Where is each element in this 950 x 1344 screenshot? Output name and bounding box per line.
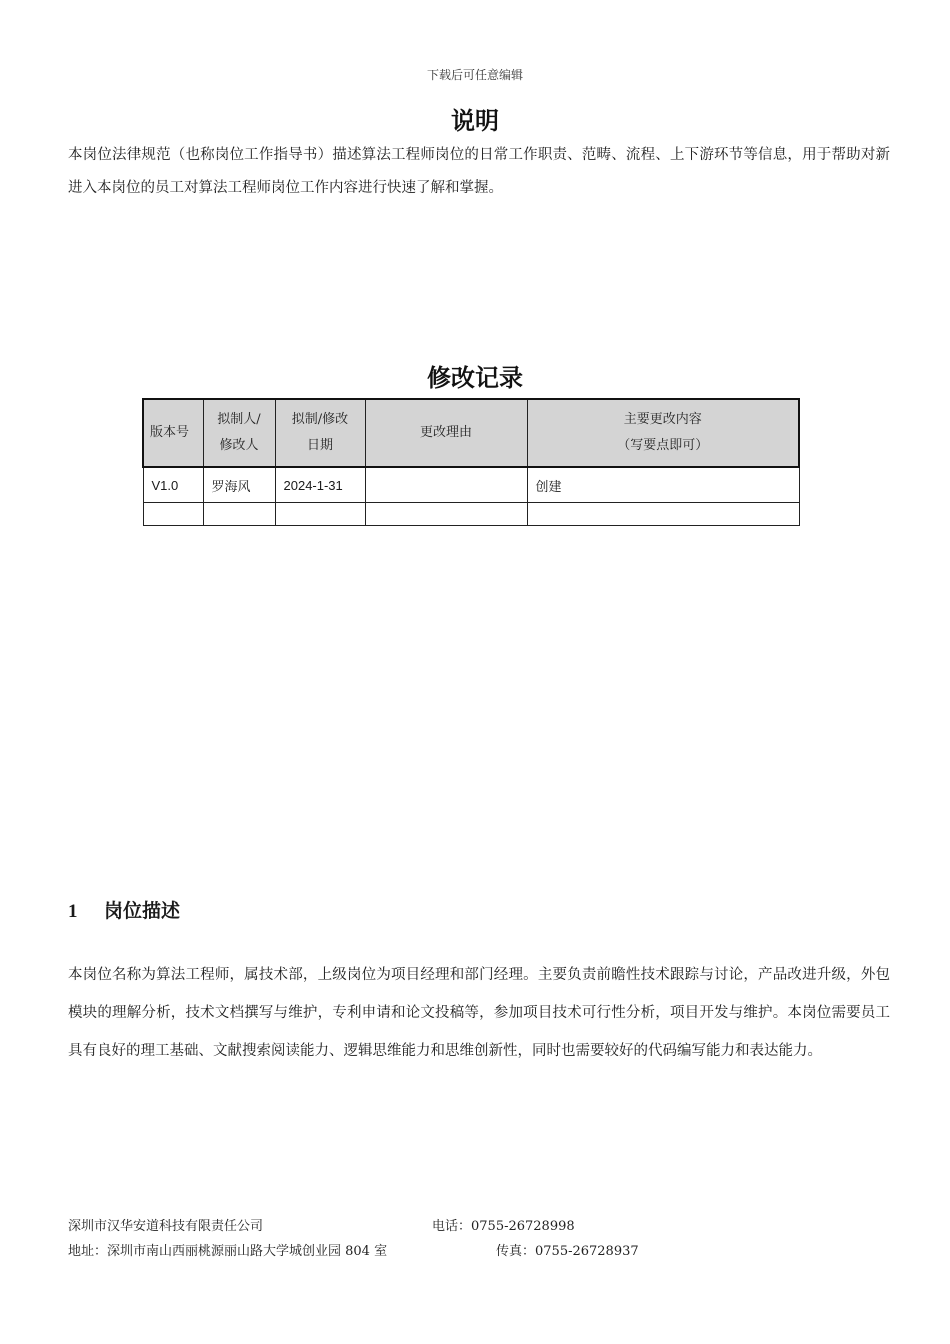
cell-date: 2024-1-31 [275,467,365,503]
table-row [143,467,799,503]
section-heading [68,896,180,923]
header-date [275,399,365,467]
section-number: 1 [68,901,78,922]
cell-author [203,503,275,526]
header-author-line2: 修改人 [219,438,259,453]
intro-paragraph: 本岗位法律规范（也称岗位工作指导书）描述算法工程师岗位的日常工作职责、范畴、流程、上下游环节等信息，用于帮助对新进入本岗位的员工对算法工程师岗位工作内容进行快速了解和掌握。 [68,147,890,196]
footer-company: 深圳市汉华安道科技有限责任公司 [68,1219,264,1234]
header-note: 下载后可任意编辑 [426,68,523,82]
header-author-line1: 拟制人/ [217,412,261,427]
revision-table [142,398,800,526]
header-content [527,399,799,467]
header-content-line2: （写要点即可） [617,438,709,453]
cell-author: 罗海风 [203,467,275,503]
footer-fax: 传真：0755-26728937 [496,1244,639,1259]
revision-title: 修改记录 [427,364,523,392]
cell-content: 创建 [527,467,799,503]
header-date-line1: 拟制/修改 [291,412,349,427]
section-paragraph: 本岗位名称为算法工程师，属技术部，上级岗位为项目经理和部门经理。主要负责前瞻性技术跟踪与讨论，产品改进升级，外包模块的理解分析，技术文档撰写与维护，专利申请和论文投稿等，参加项目技术可行性分析，项目开发与维护。本岗位需要员工具有良好的理工基础、文献搜索阅读能力、逻辑思维能力和思维创新性，同时也需要较好的代码编写能力和表达能力。 [68,967,890,1059]
footer-address: 地址：深圳市南山西丽桃源丽山路大学城创业园 804 室 [68,1244,388,1259]
header-content-line1: 主要更改内容 [623,412,702,427]
table-row [143,503,799,526]
intro-title: 说明 [451,107,499,135]
cell-reason [365,503,527,526]
footer-phone: 电话：0755-26728998 [432,1219,575,1234]
cell-reason [365,467,527,503]
header-reason: 更改理由 [365,399,527,467]
section-title: 岗位描述 [104,900,181,922]
cell-content [527,503,799,526]
cell-date [275,503,365,526]
revision-header-row [143,399,799,467]
header-date-line2: 日期 [306,438,333,453]
cell-version: V1.0 [143,467,203,503]
header-author [203,399,275,467]
cell-version [143,503,203,526]
header-version: 版本号 [143,399,203,467]
